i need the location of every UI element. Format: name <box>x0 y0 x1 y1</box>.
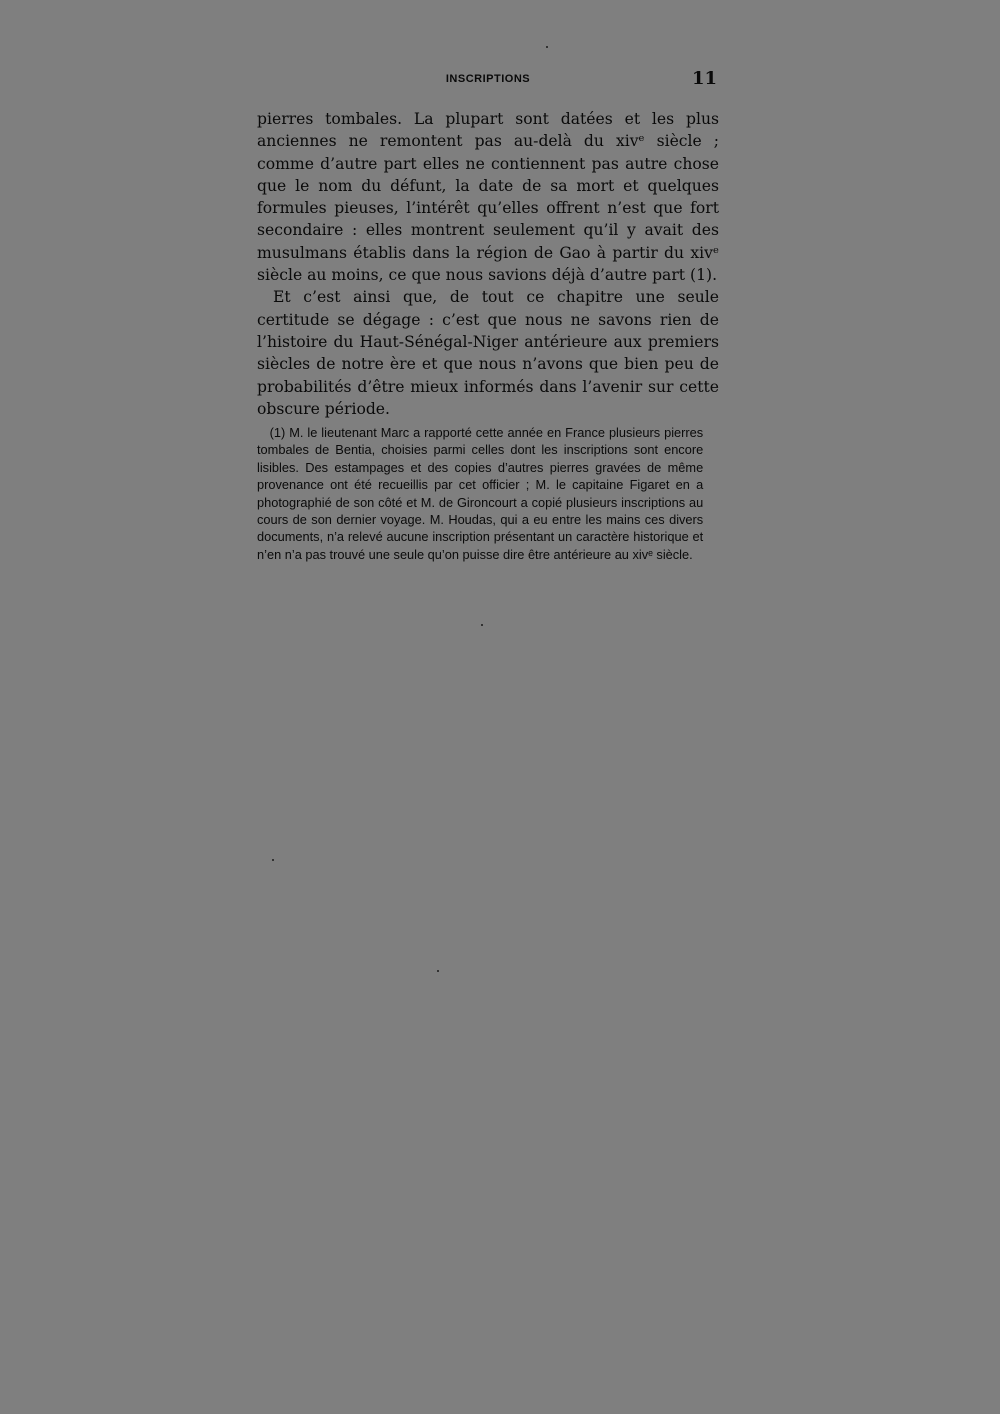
running-head <box>257 68 719 92</box>
paragraph-continuation: pierres tombales. La plupart sont datées et les plus anciennes ne remontent pas au-delà du xivᵉ siècle ; comme d’autre part elles ne contiennent pas autre chose que le nom du défunt, la date de sa mort et quelques formules pieuses, l’intérêt qu’elles offrent n’est que fort secondaire : elles montrent seulement qu’il y avait des musulmans établis dans la région de Gao à partir du xivᵉ siècle au moins, ce que nous savions déjà d’autre part (1). <box>257 110 719 285</box>
body-text <box>257 108 719 420</box>
footnote-1: (1) M. le lieutenant Marc a rapporté cette année en France plusieurs pierres tombales de Bentia, choisies parmi celles dont les inscriptions sont encore lisibles. Des estampages et des copies d’autres pierres gravées de même provenance ont été recueillis par cet officier ; M. le capitaine Figaret en a photographié de son côté et M. de Gironcourt a copié plusieurs inscriptions au cours de son dernier voyage. M. Houdas, qui a eu entre les mains ces divers documents, n’a relevé aucune inscription présentant un caractère historique et n’en n’a pas trouvé une seule qu’on puisse dire être antérieure au xivᵉ siècle. <box>257 425 704 562</box>
scan-speck <box>481 624 483 626</box>
running-title: INSCRIPTIONS <box>445 73 531 85</box>
page-number: 11 <box>691 68 717 89</box>
scan-speck <box>437 970 439 972</box>
scan-speck <box>546 46 548 48</box>
scan-speck <box>272 859 274 861</box>
paragraph-conclusion: Et c’est ainsi que, de tout ce chapitre une seule certitude se dégage : c’est que nous ne savons rien de l’histoire du Haut-Sénégal-Niger antérieure aux premiers siècles de notre ère et que nous n’avons que bien peu de probabilités d’être mieux informés dans l’avenir sur cette obscure période. <box>257 288 719 418</box>
footnotes <box>257 424 703 563</box>
